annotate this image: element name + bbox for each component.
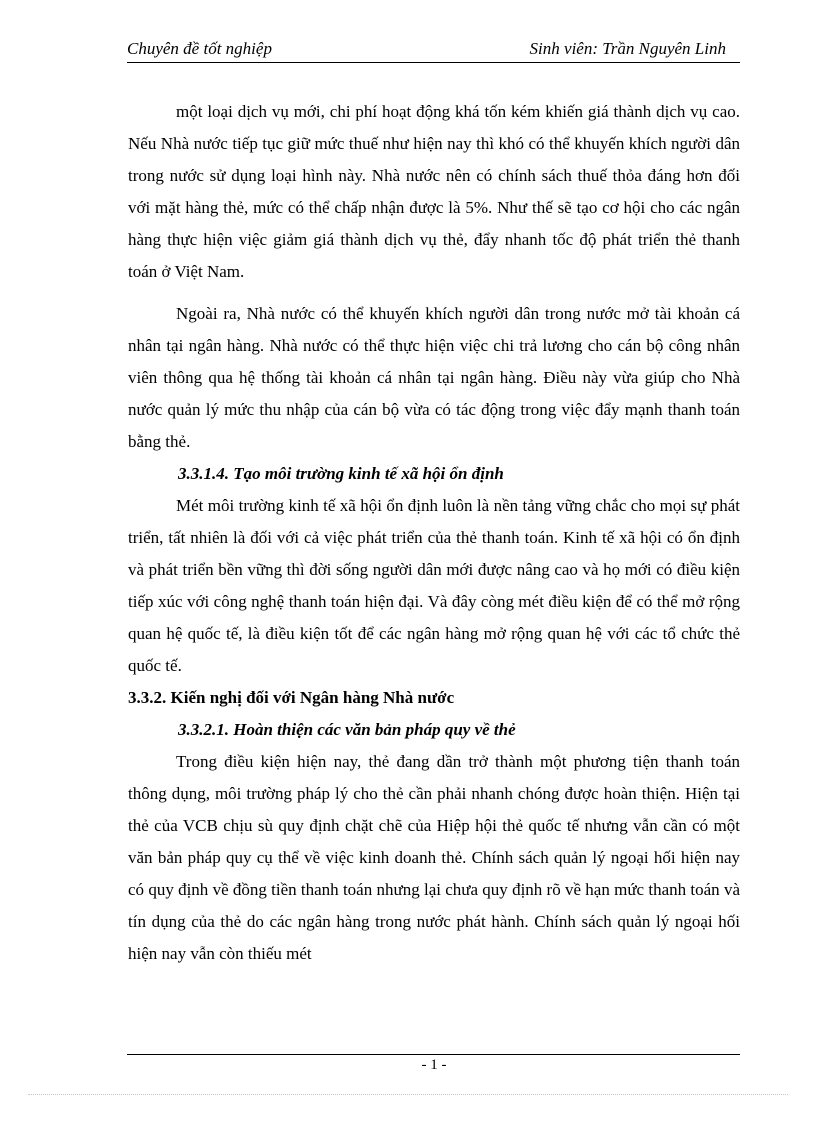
document-body — [128, 96, 740, 970]
header-document-title: Chuyên đề tốt nghiệp — [127, 39, 272, 58]
header-student-name: Sinh viên: Trần Nguyên Linh — [529, 39, 726, 58]
heading-3-3-2: 3.3.2. Kiến nghị đối với Ngân hàng Nhà nước — [128, 688, 455, 707]
heading-3-3-2-1: 3.3.2.1. Hoàn thiện các văn bản pháp quy về thẻ — [178, 720, 516, 739]
heading-3-3-1-4: 3.3.1.4. Tạo môi trường kinh tế xã hội ổn định — [178, 464, 504, 483]
paragraph-tax-policy: một loại dịch vụ mới, chi phí hoạt động khá tốn kém khiến giá thành dịch vụ cao. Nếu Nhà nước tiếp tục giữ mức thuế như hiện nay thì khó có thể khuyến khích người dân trong nước sử dụng loại hình này. Nhà nước nên có chính sách thuế thỏa đáng hơn đối với mặt hàng thẻ, mức có thể chấp nhận được là 5%. Như thế sẽ tạo cơ hội cho các ngân hàng thực hiện việc giảm giá thành dịch vụ thẻ, đẩy nhanh tốc độ phát triển thẻ thanh toán ở Việt Nam. — [128, 102, 740, 281]
paragraph-personal-accounts: Ngoài ra, Nhà nước có thể khuyến khích người dân trong nước mở tài khoản cá nhân tại ngân hàng. Nhà nước có thể thực hiện việc chi trả lương cho cán bộ công nhân viên thông qua hệ thống tài khoản cá nhân tại ngân hàng. Điều này vừa giúp cho Nhà nước quản lý mức thu nhập của cán bộ vừa có tác động trong việc đẩy mạnh thanh toán bằng thẻ. — [128, 304, 740, 451]
paragraph-legal-framework: Trong điều kiện hiện nay, thẻ đang dần trở thành một phương tiện thanh toán thông dụng, môi trường pháp lý cho thẻ cần phải nhanh chóng được hoàn thiện. Hiện tại thẻ của VCB chịu sù quy định chặt chẽ của Hiệp hội thẻ quốc tế nhưng vẫn cần có một văn bản pháp quy cụ thể về việc kinh doanh thẻ. Chính sách quản lý ngoại hối hiện nay có quy định về đồng tiền thanh toán nhưng lại chưa quy định rõ về hạn mức thanh toán và tín dụng của thẻ do các ngân hàng trong nước phát hành. Chính sách quản lý ngoại hối hiện nay vẫn còn thiếu mét — [128, 752, 740, 963]
page-edge-dotted-line — [28, 1094, 788, 1095]
page-header — [127, 38, 740, 63]
paragraph-stable-environment: Mét môi trường kinh tế xã hội ổn định luôn là nền tảng vững chắc cho mọi sự phát triển, tất nhiên là đối với cả việc phát triển của thẻ thanh toán. Kinh tế xã hội có ổn định và phát triển bền vững thì đời sống người dân mới được nâng cao và họ mới có điều kiện tiếp xúc với công nghệ thanh toán hiện đại. Và đây còng mét điều kiện để có thể mở rộng quan hệ quốc tế, là điều kiện tốt để các ngân hàng mở rộng quan hệ với các tổ chức thẻ quốc tế. — [128, 496, 740, 675]
page-number: - 1 - — [421, 1057, 447, 1073]
footer-divider — [127, 1054, 740, 1055]
